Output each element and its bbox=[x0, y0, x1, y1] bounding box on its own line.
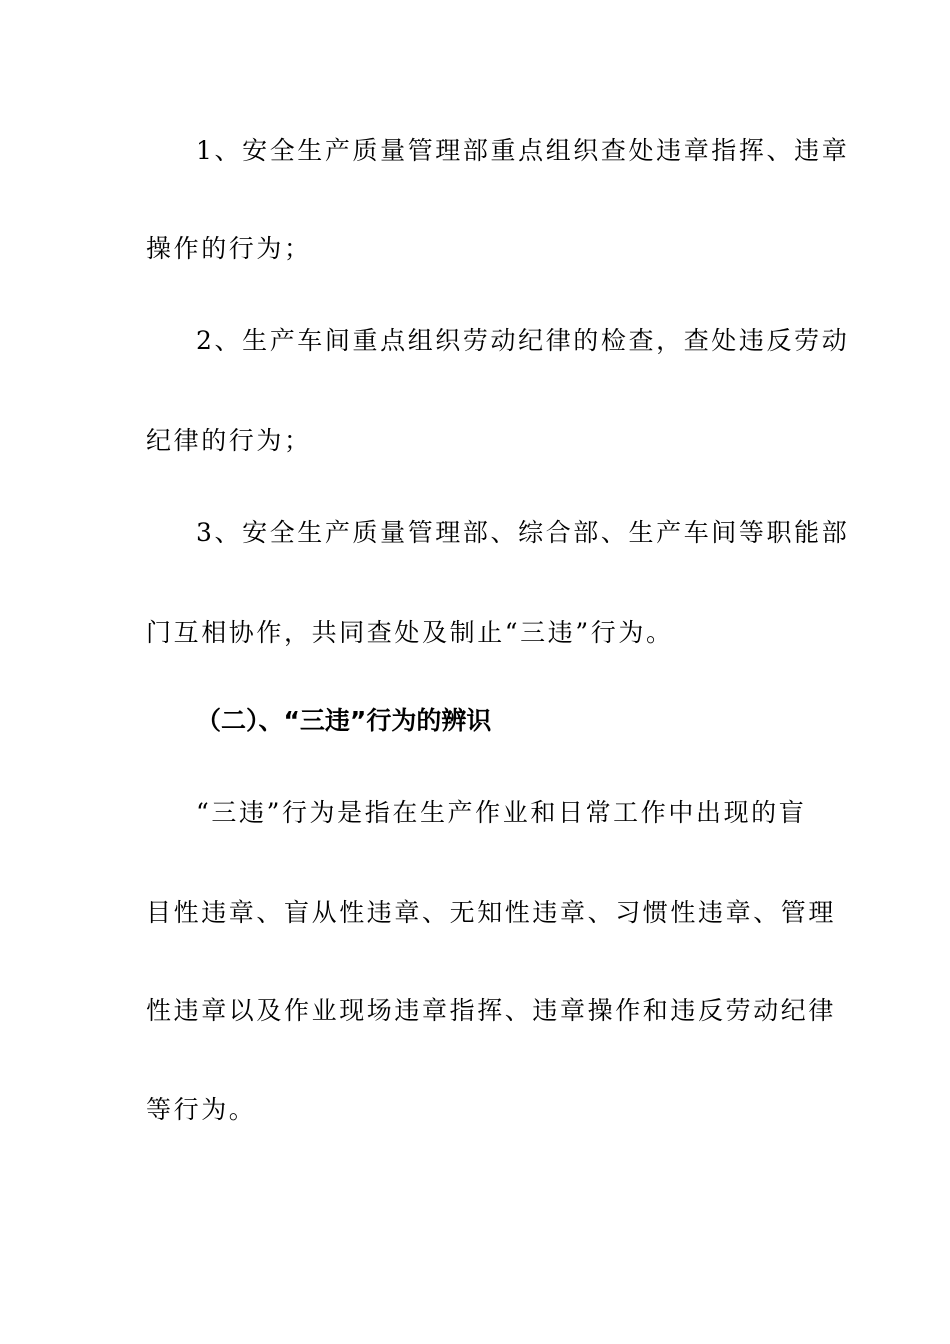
item-2-line-2: 纪律的行为； bbox=[146, 426, 312, 455]
paragraph-line-2: 目性违章、盲从性违章、无知性违章、习惯性违章、管理 bbox=[146, 898, 837, 927]
item-3-line-2: 门互相协作，共同查处及制止“三违”行为。 bbox=[146, 618, 674, 647]
paragraph-line-1: “三违”行为是指在生产作业和日常工作中出现的盲 bbox=[196, 798, 807, 827]
item-1-line-2: 操作的行为； bbox=[146, 234, 312, 263]
paragraph-line-3: 性违章以及作业现场违章指挥、违章操作和违反劳动纪律 bbox=[146, 996, 837, 1025]
item-2-line-1: 2、生产车间重点组织劳动纪律的检查，查处违反劳动 bbox=[196, 326, 850, 355]
section-heading: （二）、“三违”行为的辨识 bbox=[196, 706, 492, 735]
paragraph-line-4: 等行为。 bbox=[146, 1095, 257, 1124]
item-3-line-1: 3、安全生产质量管理部、综合部、生产车间等职能部 bbox=[196, 518, 850, 547]
item-1-line-1: 1、安全生产质量管理部重点组织查处违章指挥、违章 bbox=[196, 136, 850, 165]
